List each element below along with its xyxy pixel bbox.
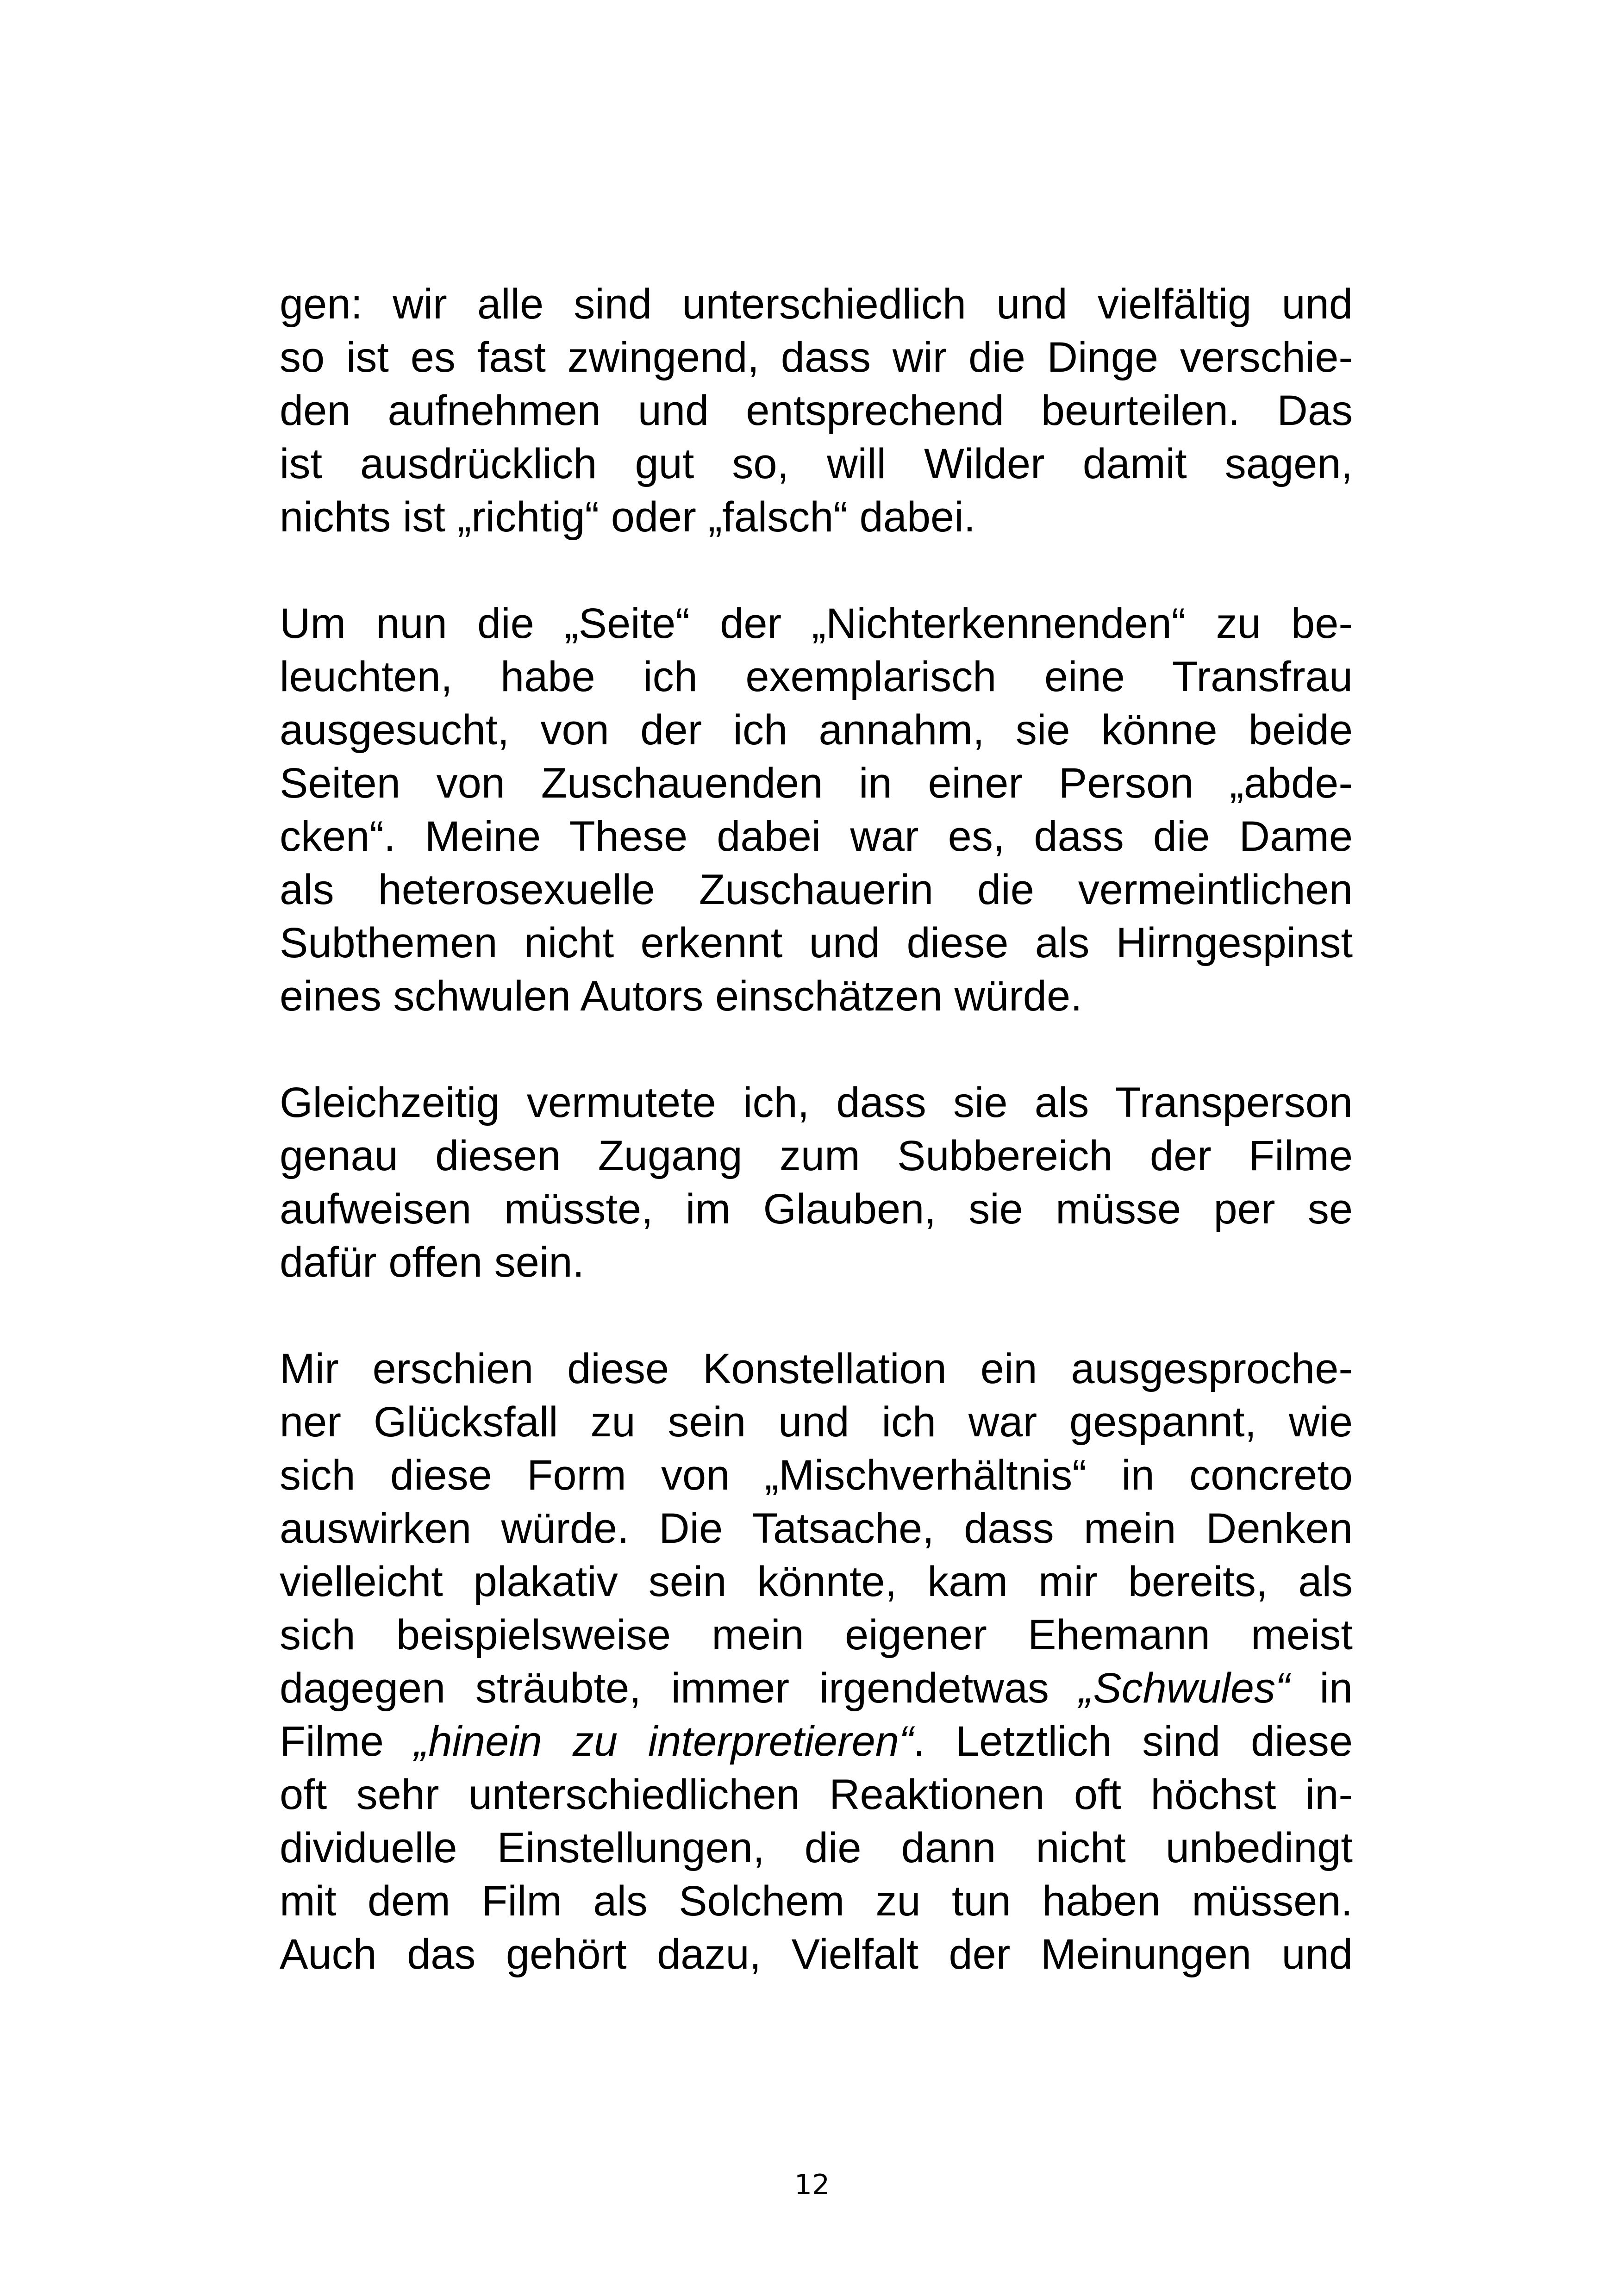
paragraph-3 (280, 1076, 1353, 1289)
text-line: ausgesucht, von der ich annahm, sie könne beide (280, 706, 1353, 754)
text-line: Gleichzeitig vermutete ich, dass sie als Transperson (280, 1079, 1353, 1126)
text-line: vielleicht plakativ sein könnte, kam mir bereits, als (280, 1558, 1353, 1605)
text-line: Mir erschien diese Konstellation ein ausgesproche- (280, 1345, 1353, 1392)
text-line-with-emphasis (280, 1715, 1353, 1768)
text-line: auswirken würde. Die Tatsache, dass mein Denken (280, 1505, 1353, 1552)
emphasized-text: „hinein zu interpretieren“ (414, 1718, 913, 1765)
line-text: in (1289, 1665, 1353, 1712)
paragraph-2 (280, 597, 1353, 1023)
text-line: leuchten, habe ich exemplarisch eine Transfrau (280, 653, 1353, 700)
text-line: aufweisen müsste, im Glauben, sie müsse per se (280, 1185, 1353, 1233)
text-line: Subthemen nicht erkennt und diese als Hirngespinst (280, 919, 1353, 967)
text-line: Auch das gehört dazu, Vielfalt der Meinungen und (280, 1931, 1353, 1978)
text-line: so ist es fast zwingend, dass wir die Dinge verschie- (280, 334, 1353, 381)
page-number: 12 (794, 2169, 830, 2201)
line-text: . Letztlich sind diese (913, 1718, 1353, 1765)
text-line: Seiten von Zuschauenden in einer Person „abde- (280, 760, 1353, 807)
paragraph-1 (280, 278, 1353, 544)
text-line: nichts ist „richtig“ oder „falsch“ dabei. (280, 493, 976, 541)
text-line: den aufnehmen und entsprechend beurteilen. Das (280, 387, 1353, 434)
text-line: ist ausdrücklich gut so, will Wilder damit sagen, (280, 440, 1353, 487)
text-line: dividuelle Einstellungen, die dann nicht unbedingt (280, 1824, 1353, 1871)
text-line: genau diesen Zugang zum Subbereich der Filme (280, 1132, 1353, 1179)
line-text: dagegen sträubte, immer irgendetwas (280, 1665, 1079, 1712)
text-line: cken“. Meine These dabei war es, dass die Dame (280, 813, 1353, 860)
text-line: eines schwulen Autors einschätzen würde. (280, 973, 1082, 1020)
text-line: mit dem Film als Solchem zu tun haben müssen. (280, 1877, 1353, 1925)
body-text (280, 278, 1353, 2034)
text-line: sich beispielsweise mein eigener Ehemann meist (280, 1611, 1353, 1659)
text-line: dafür offen sein. (280, 1239, 585, 1286)
text-line: sich diese Form von „Mischverhältnis“ in concreto (280, 1452, 1353, 1499)
paragraph-4 (280, 1342, 1353, 1981)
text-line: oft sehr unterschiedlichen Reaktionen oft höchst in- (280, 1771, 1353, 1818)
line-text: Filme (280, 1718, 414, 1765)
text-line: als heterosexuelle Zuschauerin die vermeintlichen (280, 866, 1353, 913)
text-line: Um nun die „Seite“ der „Nichterkennenden“ zu be- (280, 600, 1353, 647)
emphasized-text: „Schwules“ (1079, 1665, 1290, 1712)
text-line: gen: wir alle sind unterschiedlich und vielfältig und (280, 281, 1353, 328)
text-line-with-emphasis (280, 1662, 1353, 1715)
text-line: ner Glücksfall zu sein und ich war gespannt, wie (280, 1398, 1353, 1446)
